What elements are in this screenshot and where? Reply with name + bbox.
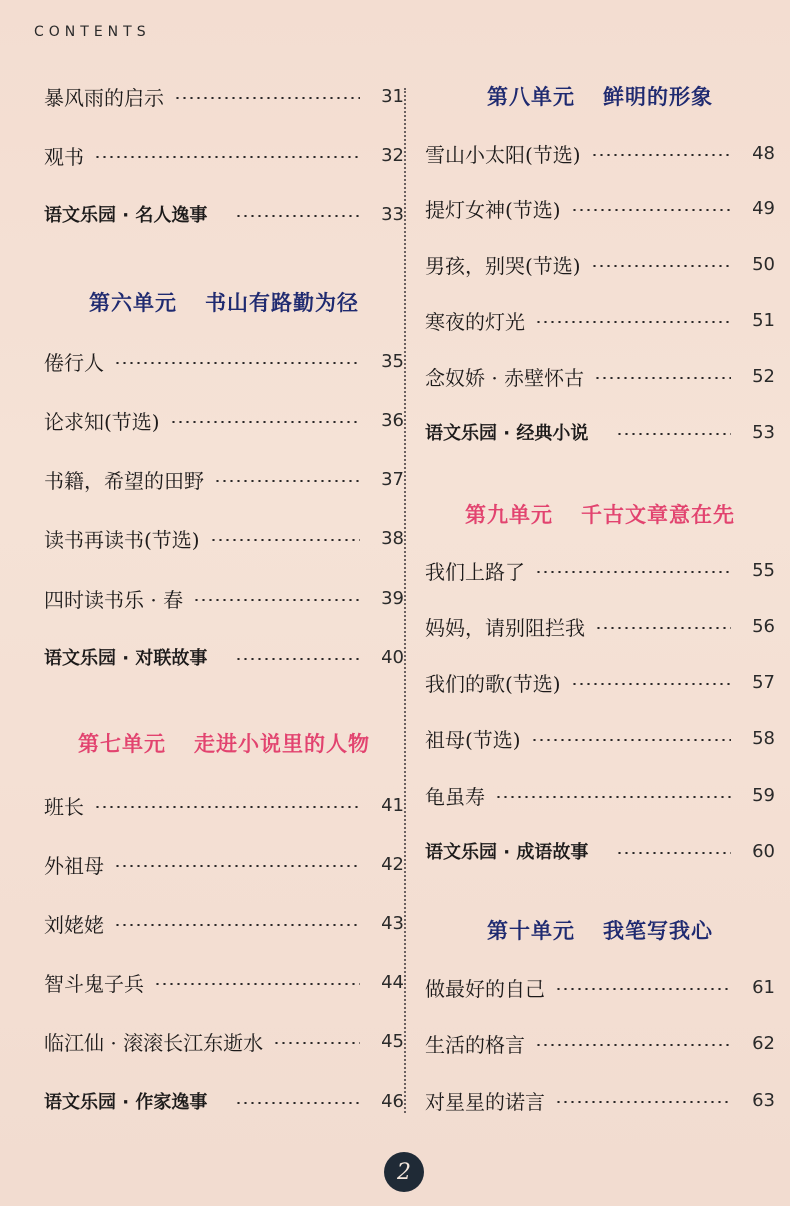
toc-entry[interactable] xyxy=(425,358,775,394)
unit-theme: 千古文章意在先 xyxy=(581,503,735,527)
toc-entry[interactable] xyxy=(425,777,775,813)
entry-page: 42 xyxy=(381,853,404,875)
entry-page: 60 xyxy=(752,840,775,862)
entry-title: 念奴娇 · 赤壁怀古 xyxy=(425,365,585,390)
dot-leader xyxy=(555,1101,731,1103)
entry-title: 外祖母 xyxy=(44,853,104,878)
unit-heading-8 xyxy=(425,76,775,116)
toc-entry[interactable] xyxy=(44,343,404,379)
entry-title: 寒夜的灯光 xyxy=(425,309,525,334)
entry-page: 39 xyxy=(381,587,404,609)
toc-entry[interactable] xyxy=(425,552,775,588)
entry-page: 48 xyxy=(752,142,775,164)
unit-heading-10 xyxy=(425,910,775,950)
entry-title: 语文乐园 · 成语故事 xyxy=(425,842,589,863)
entry-title: 我们上路了 xyxy=(425,559,525,584)
toc-entry[interactable] xyxy=(425,302,775,338)
entry-page: 31 xyxy=(381,85,404,107)
toc-entry[interactable] xyxy=(44,580,404,616)
unit-label: 第八单元 xyxy=(487,85,575,109)
toc-entry[interactable] xyxy=(44,1023,404,1059)
dot-leader xyxy=(591,154,731,156)
entry-page: 38 xyxy=(381,527,404,549)
toc-entry[interactable] xyxy=(44,196,404,232)
entry-title: 倦行人 xyxy=(44,350,104,375)
entry-page: 62 xyxy=(752,1032,775,1054)
toc-entry[interactable] xyxy=(425,414,775,450)
entry-title: 语文乐园 · 经典小说 xyxy=(425,423,589,444)
entry-page: 32 xyxy=(381,144,404,166)
toc-entry[interactable] xyxy=(425,246,775,282)
entry-page: 49 xyxy=(752,197,775,219)
dot-leader xyxy=(193,599,360,601)
entry-title: 提灯女神(节选) xyxy=(425,197,561,222)
entry-page: 41 xyxy=(381,794,404,816)
dot-leader xyxy=(114,865,360,867)
dot-leader xyxy=(235,1102,360,1104)
toc-entry[interactable] xyxy=(44,402,404,438)
entry-title: 书籍，希望的田野 xyxy=(44,468,204,493)
dot-leader xyxy=(571,683,731,685)
entry-page: 52 xyxy=(752,365,775,387)
unit-heading-7 xyxy=(44,723,404,763)
unit-label: 第九单元 xyxy=(465,503,553,527)
dot-leader xyxy=(273,1042,360,1044)
entry-title: 刘姥姥 xyxy=(44,912,104,937)
entry-title: 论求知(节选) xyxy=(44,409,160,434)
toc-entry[interactable] xyxy=(44,639,404,675)
entry-title: 对星星的诺言 xyxy=(425,1089,545,1114)
toc-entry[interactable] xyxy=(44,520,404,556)
toc-entry[interactable] xyxy=(44,846,404,882)
entry-title: 四时读书乐 · 春 xyxy=(44,587,184,612)
entry-title: 语文乐园 · 对联故事 xyxy=(44,648,208,669)
dot-leader xyxy=(571,209,731,211)
dot-leader xyxy=(531,739,731,741)
dot-leader xyxy=(174,97,360,99)
dot-leader xyxy=(114,362,360,364)
entry-title: 我们的歌(节选) xyxy=(425,671,561,696)
dot-leader xyxy=(555,988,731,990)
dot-leader xyxy=(114,924,360,926)
toc-entry[interactable] xyxy=(44,461,404,497)
entry-page: 45 xyxy=(381,1030,404,1052)
toc-entry[interactable] xyxy=(425,135,775,171)
dot-leader xyxy=(154,983,360,985)
entry-title: 祖母(节选) xyxy=(425,727,521,752)
entry-page: 51 xyxy=(752,309,775,331)
unit-label: 第十单元 xyxy=(487,919,575,943)
unit-theme: 我笔写我心 xyxy=(603,919,713,943)
dot-leader xyxy=(535,321,731,323)
entry-page: 37 xyxy=(381,468,404,490)
dot-leader xyxy=(214,480,360,482)
entry-page: 63 xyxy=(752,1089,775,1111)
entry-page: 35 xyxy=(381,350,404,372)
toc-entry[interactable] xyxy=(425,1082,775,1118)
page-number-badge: 2 xyxy=(384,1152,424,1192)
dot-leader xyxy=(210,539,360,541)
unit-theme: 书山有路勤为径 xyxy=(205,291,359,315)
entry-title: 读书再读书(节选) xyxy=(44,527,200,552)
entry-page: 59 xyxy=(752,784,775,806)
entry-page: 56 xyxy=(752,615,775,637)
entry-page: 33 xyxy=(381,203,404,225)
dot-leader xyxy=(616,433,731,435)
toc-entry[interactable] xyxy=(44,137,404,173)
entry-page: 55 xyxy=(752,559,775,581)
contents-header: CONTENTS xyxy=(34,24,151,40)
entry-title: 临江仙 · 滚滚长江东逝水 xyxy=(44,1030,264,1055)
toc-entry[interactable] xyxy=(425,190,775,226)
toc-entry[interactable] xyxy=(44,964,404,1000)
dot-leader xyxy=(591,265,731,267)
dot-leader xyxy=(94,156,360,158)
entry-title: 妈妈，请别阻拦我 xyxy=(425,615,585,640)
unit-label: 第七单元 xyxy=(78,732,166,756)
toc-entry[interactable] xyxy=(44,787,404,823)
toc-entry[interactable] xyxy=(425,608,775,644)
unit-label: 第六单元 xyxy=(89,291,177,315)
entry-title: 生活的格言 xyxy=(425,1032,525,1057)
entry-title: 智斗鬼子兵 xyxy=(44,971,144,996)
entry-page: 44 xyxy=(381,971,404,993)
entry-page: 36 xyxy=(381,409,404,431)
toc-entry[interactable] xyxy=(44,78,404,114)
toc-entry[interactable] xyxy=(44,905,404,941)
toc-entry[interactable] xyxy=(44,1083,404,1119)
entry-title: 班长 xyxy=(44,794,84,819)
right-column xyxy=(425,0,775,1206)
unit-heading-9 xyxy=(425,494,775,534)
entry-page: 46 xyxy=(381,1090,404,1112)
dot-leader xyxy=(535,571,731,573)
unit-theme: 走进小说里的人物 xyxy=(194,732,370,756)
left-column xyxy=(44,0,404,1206)
dot-leader xyxy=(170,421,360,423)
dot-leader xyxy=(495,796,731,798)
entry-title: 暴风雨的启示 xyxy=(44,85,164,110)
entry-page: 61 xyxy=(752,976,775,998)
column-divider xyxy=(404,88,406,1113)
entry-title: 雪山小太阳(节选) xyxy=(425,142,581,167)
dot-leader xyxy=(594,377,731,379)
entry-title: 观书 xyxy=(44,144,84,169)
dot-leader xyxy=(535,1044,731,1046)
entry-title: 做最好的自己 xyxy=(425,976,545,1001)
entry-page: 53 xyxy=(752,421,775,443)
dot-leader xyxy=(235,658,360,660)
entry-page: 58 xyxy=(752,727,775,749)
toc-entry[interactable] xyxy=(425,1025,775,1061)
toc-entry[interactable] xyxy=(425,969,775,1005)
dot-leader xyxy=(595,627,731,629)
dot-leader xyxy=(94,806,360,808)
entry-page: 50 xyxy=(752,253,775,275)
toc-entry[interactable] xyxy=(425,720,775,756)
entry-page: 43 xyxy=(381,912,404,934)
unit-heading-6 xyxy=(44,282,404,322)
entry-title: 语文乐园 · 作家逸事 xyxy=(44,1092,208,1113)
toc-entry[interactable] xyxy=(425,664,775,700)
entry-title: 男孩，别哭(节选) xyxy=(425,253,581,278)
entry-page: 40 xyxy=(381,646,404,668)
entry-title: 龟虽寿 xyxy=(425,784,485,809)
entry-title: 语文乐园 · 名人逸事 xyxy=(44,205,208,226)
dot-leader xyxy=(616,852,731,854)
unit-theme: 鲜明的形象 xyxy=(603,85,713,109)
toc-entry[interactable] xyxy=(425,833,775,869)
entry-page: 57 xyxy=(752,671,775,693)
dot-leader xyxy=(235,215,360,217)
